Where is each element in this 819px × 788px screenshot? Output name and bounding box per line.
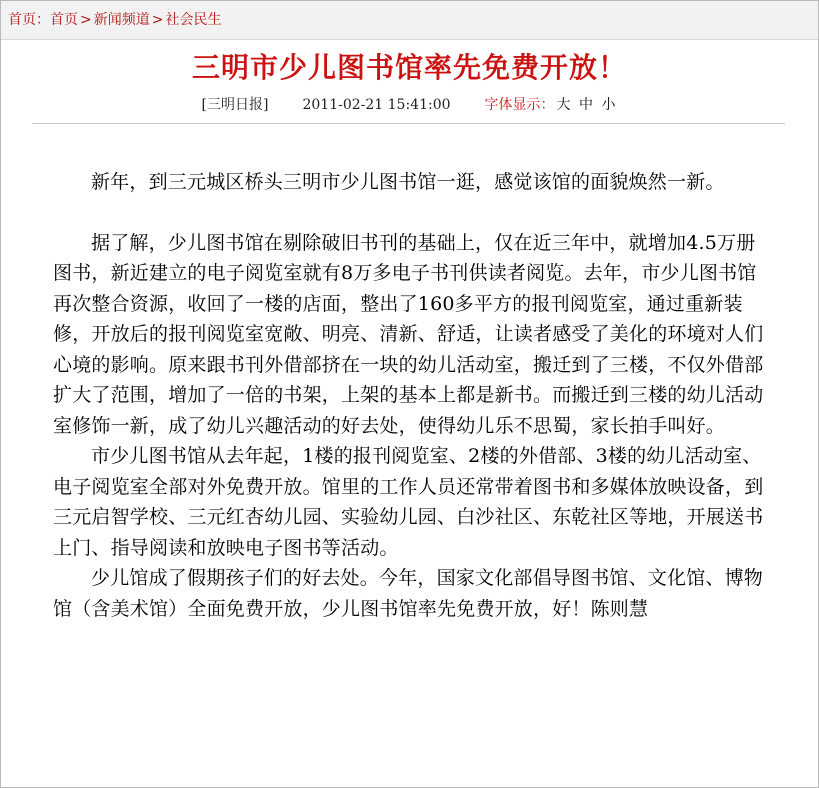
article-paragraph: 市少儿图书馆从去年起，1楼的报刊阅览室、2楼的外借部、3楼的幼儿活动室、电子阅览室全部对外免费开放。馆里的工作人员还常带着图书和多媒体放映设备，到三元启智学校、三元红杏幼儿园、实验幼儿园、白沙社区、东乾社区等地，开展送书上门、指导阅读和放映电子图书等活动。 bbox=[53, 445, 764, 559]
font-size-small-button[interactable]: 小 bbox=[601, 97, 616, 113]
article-meta bbox=[0, 94, 819, 114]
article-paragraph: 据了解，少儿图书馆在剔除破旧书刊的基础上，仅在近三年中，就增加4.5万册图书，新近建立的电子阅览室就有8万多电子书刊供读者阅览。去年，市少儿图书馆再次整合资源，收回了一楼的店面，整出了160多平方的报刊阅览室，通过重新装修，开放后的报刊阅览室宽敞、明亮、清新、舒适，让读者感受了美化的环境对人们心境的影响。原来跟书刊外借部挤在一块的幼儿活动室，搬迁到了三楼，不仅外借部扩大了范围，增加了一倍的书架，上架的基本上都是新书。而搬迁到三楼的幼儿活动室修饰一新，成了幼儿兴趣活动的好去处，使得幼儿乐不思蜀，家长拍手叫好。 bbox=[53, 231, 764, 437]
font-size-label: 字体显示： bbox=[484, 97, 555, 113]
article-datetime: 2011-02-21 15:41:00 bbox=[302, 97, 451, 113]
divider bbox=[32, 123, 785, 124]
breadcrumb-prefix: 首页： bbox=[8, 12, 50, 28]
article-source: [三明日报] bbox=[201, 97, 269, 113]
breadcrumb-link-news[interactable]: 新闻频道 bbox=[93, 12, 150, 28]
article-body bbox=[53, 167, 771, 624]
article-title: 三明市少儿图书馆率先免费开放！ bbox=[191, 51, 627, 84]
breadcrumb bbox=[1, 1, 818, 40]
font-size-medium-button[interactable]: 中 bbox=[578, 97, 593, 113]
article-paragraph: 少儿馆成了假期孩子们的好去处。今年，国家文化部倡导图书馆、文化馆、博物馆（含美术馆）全面免费开放，少儿图书馆率先免费开放，好！陈则慧 bbox=[53, 567, 764, 620]
breadcrumb-separator: > bbox=[151, 12, 164, 28]
breadcrumb-separator: > bbox=[80, 12, 92, 28]
breadcrumb-link-home[interactable]: 首页 bbox=[50, 12, 78, 28]
article-paragraph: 新年，到三元城区桥头三明市少儿图书馆一逛，感觉该馆的面貌焕然一新。 bbox=[91, 171, 725, 193]
breadcrumb-link-society[interactable]: 社会民生 bbox=[165, 12, 222, 28]
font-size-large-button[interactable]: 大 bbox=[556, 97, 571, 113]
